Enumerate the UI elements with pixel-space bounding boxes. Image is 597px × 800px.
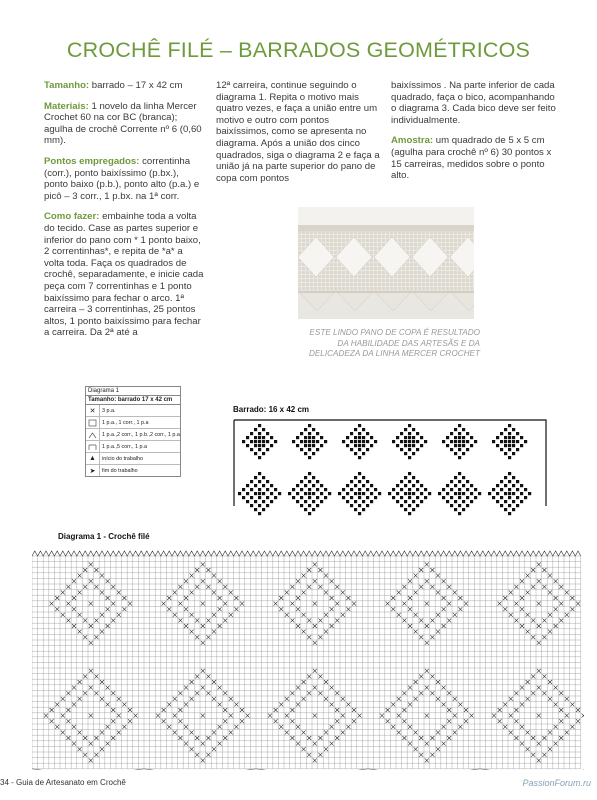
legend-row-text: 3 p.a. [102, 407, 116, 414]
legend-row-text: início do trabalho [102, 455, 144, 462]
legend-subtitle: Tamanho: barrado 17 x 42 cm [86, 396, 180, 405]
barrado-bottom-diamond [338, 472, 381, 515]
end-arrow-icon: ➤ [86, 465, 100, 476]
legend-row [86, 441, 180, 453]
legend-row [86, 405, 180, 417]
legend-row-text: 1 p.a.,5 corr., 1 p.a [102, 443, 147, 450]
barrado-pattern-diagram [232, 416, 548, 526]
column-2-text: 12ª carreira, continue seguindo o diagrama 1. Repita o motivo mais quatro vezes, e faça a união entre um motivo e outro com pontos baixíssimos, como se apresenta no diagrama. Após a união dos cinco quadrados, siga o diagrama 2 e faça a união já na parte superior do pano de copa com pontos [216, 80, 380, 184]
picot-edge [32, 551, 581, 556]
barrado-top-diamond [492, 424, 527, 459]
amostra-text: um quadrado de 5 x 5 cm (agulha para crochê nº 6) 30 pontos x 15 carreiras, medidos sobre o ponto alto. [391, 135, 552, 182]
barrado-top-diamond [342, 424, 377, 459]
legend-row [86, 429, 180, 441]
barrado-top-diamond [392, 424, 427, 459]
barrado-top-diamond [292, 424, 327, 459]
como-fazer-label: Como fazer: [44, 211, 100, 223]
start-arrow-icon: ▲ [86, 453, 100, 464]
barrado-bottom-diamond [288, 472, 331, 515]
barrado-top-diamond [242, 424, 277, 459]
bar-icon [86, 441, 100, 452]
legend-title: Diagrama 1 [86, 387, 180, 396]
watermark: PassionForum.ru [522, 778, 591, 788]
bar-glyph [88, 443, 97, 451]
lacet-glyph [88, 431, 97, 439]
legend-row [86, 417, 180, 429]
tamanho-text: barrado – 17 x 42 cm [89, 80, 183, 91]
barrado-bottom-diamond [438, 472, 481, 515]
barrado-bottom-diamond [388, 472, 431, 515]
lace-photo-illustration [298, 207, 474, 319]
materiais-text: 1 novelo da linha Mercer Crochet 60 na cor BC (branca); agulha de crochê Corrente nº 6 (0,60 mm). [44, 100, 202, 147]
barrado-bottom-diamond [238, 472, 281, 515]
bottom-scallop-edge [32, 769, 584, 770]
lacet-icon [86, 429, 100, 440]
tamanho-label: Tamanho: [44, 80, 90, 91]
amostra-label: Amostra: [391, 135, 434, 147]
barrado-top-diamond [442, 424, 477, 459]
page-title: CROCHÊ FILÉ – BARRADOS GEOMÉTRICOS [66, 38, 531, 62]
barrado-label: Barrado: 16 x 42 cm [233, 405, 310, 414]
column-3-text: baixíssimos . Na parte inferior de cada quadrado, faça o bico, acompanhando o diagrama 3. Cada bico deve ser feito individualmente. [391, 80, 556, 126]
como-fazer-text: embainhe toda a volta do tecido. Case as partes superior e inferior do pano com * 1 ponto baixo, 2 correntinhas*, e repita de *a* a volta toda. Faça os quadrados de crochê, separadamente, e inicie cada peça com 7 correntinhas e 1 ponto baixíssimo para fechar o arco. 1ª carreira – 3 correntinhas, 25 pontos altos, 1 ponto baixíssimo para fechar a carreira. Da 2ª até a [44, 211, 204, 339]
pontos-text: correntinha (corr.), ponto baixíssimo (p.bx.), ponto baixo (p.b.), ponto alto (p.a.) e picô – 3 corr., 1 p.bx. na 1ª corr. [44, 155, 200, 202]
legend-row-text: fim do trabalho [102, 467, 138, 474]
instructions-column-3 [391, 80, 559, 191]
legend-row-text: 1 p.a.,2 corr., 1 p.b.,2 corr., 1 p.a [102, 431, 180, 438]
legend-row [86, 465, 180, 476]
legend-row [86, 453, 180, 465]
open-square-glyph [88, 419, 97, 427]
lace-towel-photo [298, 207, 474, 319]
instructions-column-1 [44, 80, 204, 348]
materiais-label: Materiais: [44, 100, 89, 112]
cross-icon: ✕ [86, 405, 100, 416]
pontos-label: Pontos empregados: [44, 155, 140, 167]
legend-row-text: 1 p.a., 1 corr., 1 p.a [102, 419, 149, 426]
diagram-1-label: Diagrama 1 - Crochê filé [58, 532, 150, 541]
barrado-bottom-diamond [488, 472, 531, 515]
open-square-icon [86, 417, 100, 428]
instructions-column-2 [216, 80, 381, 193]
photo-caption: ESTE LINDO PANO DE COPA É RESULTADO DA HABILIDADE DAS ARTESÃS E DA DELICADEZA DA LINHA MERCER CROCHET [308, 328, 480, 359]
page-footer: 34 - Guia de Artesanato em Crochê [0, 778, 126, 787]
filet-crochet-chart [32, 544, 584, 770]
diagram-legend [85, 386, 181, 477]
